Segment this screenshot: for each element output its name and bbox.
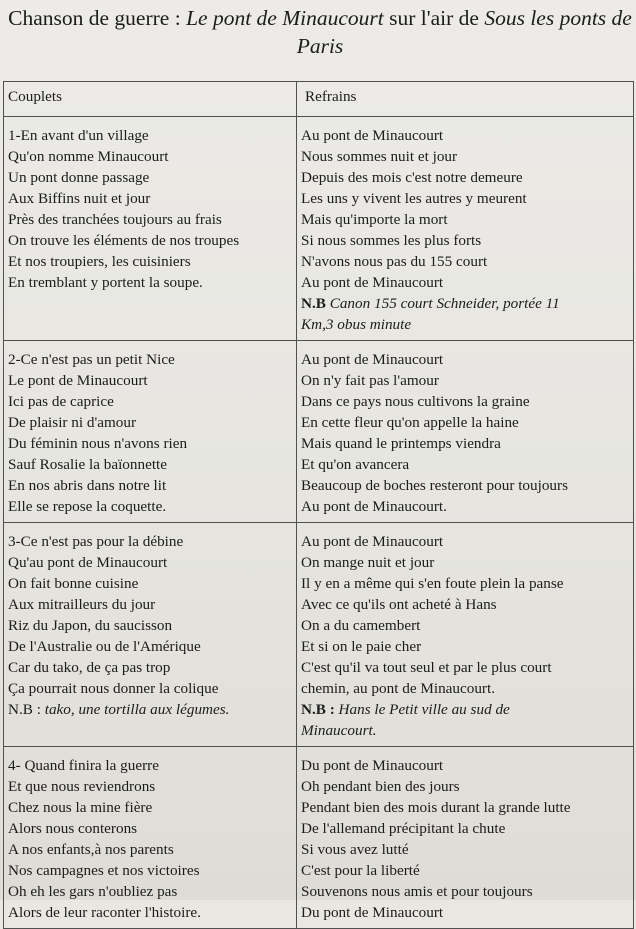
refrain-line: Au pont de Minaucourt [301, 533, 444, 550]
couplet-line: Alors nous conterons [8, 820, 138, 837]
refrain-line: Il y en a même qui s'en foute plein la panse [301, 575, 564, 592]
refrain-line: Nous sommes nuit et jour [301, 148, 458, 165]
title-connector: sur l'air de [383, 6, 485, 30]
couplet-line: Nos campagnes et nos victoires [8, 862, 200, 879]
refrain-line: Si nous sommes les plus forts [301, 232, 482, 249]
couplet-line: A nos enfants,à nos parents [8, 841, 174, 858]
refrain-note [301, 293, 629, 314]
couplet-line: Qu'on nomme Minaucourt [8, 148, 169, 165]
refrain-line: On a du camembert [301, 617, 421, 634]
refrain-line: Souvenons nous amis et pour toujours [301, 883, 533, 900]
refrain-line: C'est qu'il va tout seul et par le plus court [301, 659, 552, 676]
verse-row [4, 117, 634, 341]
refrain-line: Et qu'on avancera [301, 456, 410, 473]
title-tune-name: Sous les ponts de Paris [296, 6, 632, 58]
couplet-line: Aux mitrailleurs du jour [8, 596, 156, 613]
couplet-line: De plaisir ni d'amour [8, 414, 137, 431]
header-refrains: Refrains [297, 82, 634, 117]
refrain-note-label: N.B : [301, 701, 335, 718]
couplet-cell [4, 341, 297, 523]
refrain-line: On mange nuit et jour [301, 554, 435, 571]
couplet-line: Chez nous la mine fière [8, 799, 153, 816]
refrain-note-continuation: Minaucourt. [301, 722, 377, 739]
lyrics-table [3, 81, 634, 929]
couplet-line: Ça pourrait nous donner la colique [8, 680, 219, 697]
refrain-line: Au pont de Minaucourt [301, 351, 444, 368]
couplet-line: On fait bonne cuisine [8, 575, 139, 592]
couplet-line: Oh eh les gars n'oubliez pas [8, 883, 178, 900]
refrain-line: Les uns y vivent les autres y meurent [301, 190, 527, 207]
header-row [4, 82, 634, 117]
couplet-line: Qu'au pont de Minaucourt [8, 554, 168, 571]
refrain-line: Mais qu'importe la mort [301, 211, 448, 228]
refrain-note-text: Hans le Petit ville au sud de [334, 701, 510, 718]
couplet-cell [4, 523, 297, 747]
header-couplets: Couplets [4, 82, 297, 117]
refrain-line: Du pont de Minaucourt [301, 904, 444, 921]
couplet-line: 3-Ce n'est pas pour la débine [8, 533, 184, 550]
refrain-cell [297, 523, 634, 747]
document-title [8, 4, 632, 60]
couplet-line: Car du tako, de ça pas trop [8, 659, 171, 676]
refrain-cell [297, 341, 634, 523]
couplet-line: Le pont de Minaucourt [8, 372, 148, 389]
couplet-line: Riz du Japon, du saucisson [8, 617, 173, 634]
refrain-line: En cette fleur qu'on appelle la haine [301, 414, 519, 431]
refrain-cell [297, 117, 634, 341]
couplet-line: 2-Ce n'est pas un petit Nice [8, 351, 175, 368]
refrain-line: Au pont de Minaucourt. [301, 498, 447, 515]
refrain-note-label: N.B [301, 295, 326, 312]
couplet-line: En nos abris dans notre lit [8, 477, 167, 494]
verse-row [4, 523, 634, 747]
refrain-note-text: Canon 155 court Schneider, portée 11 [325, 295, 560, 312]
refrain-line: Beaucoup de boches resteront pour toujours [301, 477, 568, 494]
couplet-line: Sauf Rosalie la baïonnette [8, 456, 168, 473]
couplet-line: Et nos troupiers, les cuisiniers [8, 253, 191, 270]
couplet-line: En tremblant y portent la soupe. [8, 274, 203, 291]
refrain-line: Pendant bien des mois durant la grande lutte [301, 799, 571, 816]
verse-row [4, 341, 634, 523]
couplet-cell [4, 747, 297, 929]
refrain-line: Du pont de Minaucourt [301, 757, 444, 774]
couplet-line: Un pont donne passage [8, 169, 150, 186]
refrain-line: On n'y fait pas l'amour [301, 372, 439, 389]
refrain-line: chemin, au pont de Minaucourt. [301, 680, 496, 697]
refrain-note-continuation: Km,3 obus minute [301, 316, 412, 333]
refrain-line: Oh pendant bien des jours [301, 778, 460, 795]
couplet-line: De l'Australie ou de l'Amérique [8, 638, 201, 655]
refrain-line: C'est pour la liberté [301, 862, 420, 879]
couplet-note-label: N.B : [8, 701, 45, 718]
refrain-line: Et si on le paie cher [301, 638, 422, 655]
refrain-cell [297, 747, 634, 929]
refrain-note [301, 699, 629, 720]
couplet-line: Et que nous reviendrons [8, 778, 156, 795]
couplet-line: Ici pas de caprice [8, 393, 114, 410]
couplet-line: Alors de leur raconter l'histoire. [8, 904, 201, 921]
couplet-line: 4- Quand finira la guerre [8, 757, 159, 774]
couplet-line: Aux Biffins nuit et jour [8, 190, 151, 207]
couplet-note-text: tako, une tortilla aux légumes. [44, 701, 230, 718]
refrain-line: Au pont de Minaucourt [301, 127, 444, 144]
couplet-line: Elle se repose la coquette. [8, 498, 167, 515]
refrain-line: N'avons nous pas du 155 court [301, 253, 488, 270]
title-prefix: Chanson de guerre : [8, 6, 187, 30]
couplet-line: On trouve les éléments de nos troupes [8, 232, 240, 249]
couplet-line: Près des tranchées toujours au frais [8, 211, 222, 228]
couplet-note [8, 699, 292, 720]
refrain-line: Avec ce qu'ils ont acheté à Hans [301, 596, 497, 613]
couplet-line: 1-En avant d'un village [8, 127, 149, 144]
title-song-name: Le pont de Minaucourt [186, 6, 384, 30]
refrain-line: Si vous avez lutté [301, 841, 409, 858]
couplet-cell [4, 117, 297, 341]
refrain-line: Dans ce pays nous cultivons la graine [301, 393, 530, 410]
refrain-line: Mais quand le printemps viendra [301, 435, 501, 452]
couplet-line: Du féminin nous n'avons rien [8, 435, 188, 452]
refrain-line: De l'allemand précipitant la chute [301, 820, 506, 837]
refrain-line: Depuis des mois c'est notre demeure [301, 169, 523, 186]
refrain-line: Au pont de Minaucourt [301, 274, 444, 291]
verse-row [4, 747, 634, 929]
